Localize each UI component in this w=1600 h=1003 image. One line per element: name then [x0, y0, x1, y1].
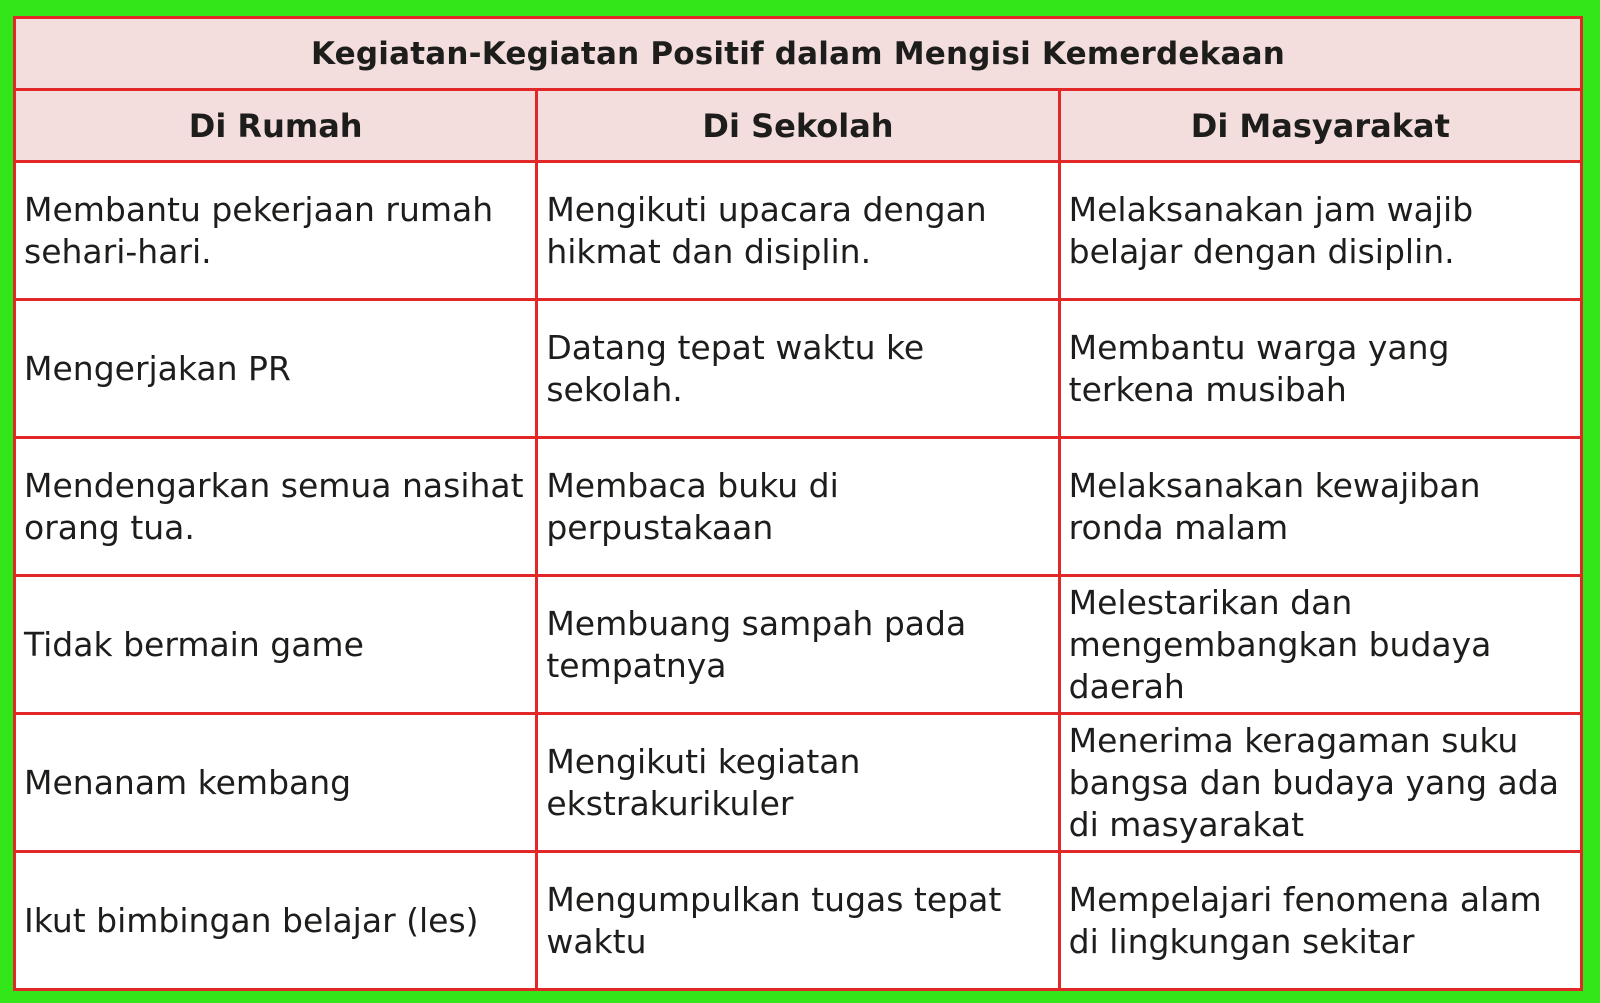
- table-title: Kegiatan-Kegiatan Positif dalam Mengisi Kemerdekaan: [15, 18, 1582, 90]
- column-header-di-sekolah: Di Sekolah: [537, 90, 1059, 162]
- table-cell: Membuang sampah pada tempatnya: [537, 576, 1059, 714]
- table-frame: [13, 16, 1583, 990]
- table-cell: Tidak bermain game: [15, 576, 537, 714]
- table-row: [15, 300, 1582, 438]
- table-cell: Mempelajari fenomena alam di lingkungan sekitar: [1059, 852, 1581, 990]
- table-cell: Mengerjakan PR: [15, 300, 537, 438]
- table-cell: Melestarikan dan mengembangkan budaya daerah: [1059, 576, 1581, 714]
- table-cell: Membantu warga yang terkena musibah: [1059, 300, 1581, 438]
- table-cell: Menerima keragaman suku bangsa dan budaya yang ada di masyarakat: [1059, 714, 1581, 852]
- table-cell: Ikut bimbingan belajar (les): [15, 852, 537, 990]
- table-row: [15, 438, 1582, 576]
- column-header-di-rumah: Di Rumah: [15, 90, 537, 162]
- table-cell: Menanam kembang: [15, 714, 537, 852]
- header-row: [15, 90, 1582, 162]
- table-cell: Membaca buku di perpustakaan: [537, 438, 1059, 576]
- table-row: [15, 852, 1582, 990]
- table-cell: Datang tepat waktu ke sekolah.: [537, 300, 1059, 438]
- title-row: [15, 18, 1582, 90]
- column-header-di-masyarakat: Di Masyarakat: [1059, 90, 1581, 162]
- table-row: [15, 576, 1582, 714]
- table-cell: Membantu pekerjaan rumah sehari-hari.: [15, 162, 537, 300]
- table-cell: Mengikuti kegiatan ekstrakurikuler: [537, 714, 1059, 852]
- table-row: [15, 714, 1582, 852]
- table-cell: Mengikuti upacara dengan hikmat dan disiplin.: [537, 162, 1059, 300]
- activities-table: [13, 16, 1583, 991]
- table-row: [15, 162, 1582, 300]
- table-cell: Melaksanakan kewajiban ronda malam: [1059, 438, 1581, 576]
- table-cell: Melaksanakan jam wajib belajar dengan disiplin.: [1059, 162, 1581, 300]
- table-cell: Mengumpulkan tugas tepat waktu: [537, 852, 1059, 990]
- table-cell: Mendengarkan semua nasihat orang tua.: [15, 438, 537, 576]
